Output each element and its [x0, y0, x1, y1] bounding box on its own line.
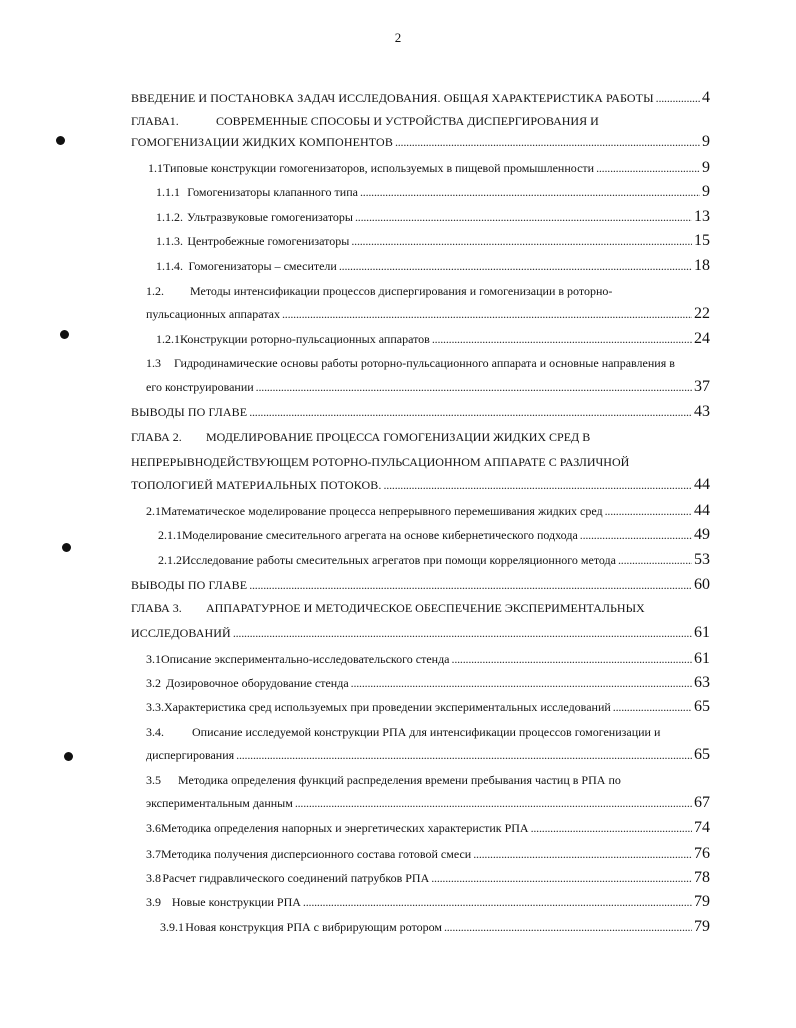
leader-dots — [360, 185, 700, 200]
toc-section-number: 2.1 — [146, 504, 161, 518]
toc-section-number: 1.2.1 — [156, 332, 180, 346]
toc-entry-title: пульсационных аппаратах — [146, 307, 280, 321]
toc-entry-title: его конструировании — [146, 380, 254, 394]
scan-hole-mark — [60, 330, 69, 339]
toc-section-number: 3.5 — [146, 773, 161, 787]
toc-entry-title: Новые конструкции РПА — [171, 895, 301, 909]
scan-hole-mark — [62, 543, 71, 552]
toc-entry-3-2 — [146, 671, 710, 691]
toc-entry-title: Новая конструкция РПА с вибрирующим ротором — [185, 920, 442, 934]
leader-dots — [384, 478, 693, 493]
toc-section-number: 3.3. — [146, 700, 164, 714]
toc-section-number: 2.1.1 — [158, 528, 182, 542]
toc-entry-title: Гомогенизаторы клапанного типа — [187, 185, 358, 199]
toc-entry-3-6 — [146, 816, 710, 836]
toc-entry-3-9 — [146, 890, 710, 910]
chapter-label: ГЛАВА 3. — [131, 601, 182, 615]
toc-entry-3-1 — [146, 647, 710, 667]
toc-entry-title: Расчет гидравлического соединений патрубков РПА — [162, 871, 430, 885]
toc-entry-3-5 — [146, 791, 710, 811]
toc-section-number: 2.1.2 — [158, 553, 182, 567]
leader-dots — [432, 332, 692, 347]
leader-dots — [351, 676, 692, 691]
toc-page-number: 9 — [702, 159, 710, 176]
toc-entry-2-1-1 — [158, 523, 710, 543]
chapter-title-line: МОДЕЛИРОВАНИЕ ПРОЦЕССА ГОМОГЕНИЗАЦИИ ЖИДКИХ СРЕД В — [206, 430, 591, 444]
toc-page-number: 22 — [694, 305, 710, 322]
toc-entry-1-1-3 — [156, 229, 710, 249]
leader-dots — [618, 553, 692, 568]
toc-section-number: 3.8 — [146, 871, 161, 885]
toc-page-number: 76 — [694, 845, 710, 862]
toc-entry-title: ВЫВОДЫ ПО ГЛАВЕ — [131, 578, 248, 592]
leader-dots — [249, 405, 692, 420]
toc-entry-title: Дозировочное оборудование стенда — [166, 676, 349, 690]
toc-page-number: 49 — [694, 526, 710, 543]
toc-entry-title-line: Методика определения функций распределения времени пребывания частиц в РПА по — [178, 773, 621, 787]
toc-page-number: 74 — [694, 819, 710, 836]
toc-page-number: 18 — [694, 257, 710, 274]
toc-entry-title: Моделирование смесительного агрегата на основе кибернетического подхода — [182, 528, 578, 542]
toc-page-number: 44 — [694, 476, 710, 493]
leader-dots — [531, 821, 692, 836]
toc-section-number: 3.7 — [146, 847, 161, 861]
toc-entry-title: ТОПОЛОГИЕЙ МАТЕРИАЛЬНЫХ ПОТОКОВ. — [131, 478, 382, 492]
toc-section-number: 1.1 — [148, 161, 163, 175]
toc-entry-intro — [131, 86, 710, 106]
toc-page-number: 79 — [694, 918, 710, 935]
toc-entry-3-4 — [146, 743, 710, 763]
toc-page-number: 9 — [702, 133, 710, 150]
scan-hole-mark — [56, 136, 65, 145]
toc-entry-2-1 — [146, 499, 710, 519]
toc-entry-title: Характеристика сред используемых при проведении экспериментальных исследований — [164, 700, 611, 714]
toc-entry-title: ГОМОГЕНИЗАЦИИ ЖИДКИХ КОМПОНЕНТОВ — [131, 135, 393, 149]
leader-dots — [473, 847, 692, 862]
toc-section-number: 1.1.4. — [156, 259, 183, 273]
toc-entry-conclusions-2 — [131, 573, 710, 593]
toc-section-number: 3.2 — [146, 676, 161, 690]
toc-page-number: 4 — [702, 89, 710, 106]
toc-page-number: 78 — [694, 869, 710, 886]
toc-entry-chapter-1 — [131, 130, 710, 150]
toc-section-number: 1.1.1 — [156, 185, 180, 199]
toc-page-number: 37 — [694, 378, 710, 395]
toc-entry-3-8 — [146, 866, 710, 886]
toc-entry-title: ВЫВОДЫ ПО ГЛАВЕ — [131, 405, 248, 419]
toc-page-number: 65 — [694, 698, 710, 715]
toc-page-number: 24 — [694, 330, 710, 347]
toc-page-number: 13 — [694, 208, 710, 225]
toc-section-number: 3.1 — [146, 652, 161, 666]
leader-dots — [452, 652, 692, 667]
toc-entry-1-2 — [146, 302, 710, 322]
toc-entry-1-1 — [148, 156, 710, 176]
leader-dots — [339, 259, 692, 274]
toc-entry-title: Исследование работы смесительных агрегатов при помощи корреляционного метода — [182, 553, 616, 567]
toc-entry-2-1-2 — [158, 548, 710, 568]
toc-section-number: 3.9 — [146, 895, 161, 909]
leader-dots — [355, 210, 692, 225]
toc-page-number: 53 — [694, 551, 710, 568]
toc-page-number: 43 — [694, 403, 710, 420]
leader-dots — [596, 161, 700, 176]
leader-dots — [395, 135, 700, 150]
page-number: 2 — [394, 30, 402, 45]
toc-entry-title-line: Гидродинамические основы работы роторно-пульсационного аппарата и основные направления в — [174, 356, 675, 370]
toc-entry-3-9-1 — [160, 915, 710, 935]
leader-dots — [233, 626, 692, 641]
toc-entry-title: Гомогенизаторы – смесители — [188, 259, 337, 273]
toc-entry-title: Конструкции роторно-пульсационных аппаратов — [180, 332, 430, 346]
chapter-title-line: НЕПРЕРЫВНОДЕЙСТВУЮЩЕМ РОТОРНО-ПУЛЬСАЦИОННОМ АППАРАТЕ С РАЗЛИЧНОЙ — [131, 455, 630, 469]
toc-section-number: 1.1.2. — [156, 210, 183, 224]
toc-entry-title: Математическое моделирование процесса непрерывного перемешивания жидких сред — [161, 504, 603, 518]
toc-section-number: 3.4. — [146, 725, 164, 739]
leader-dots — [351, 234, 692, 249]
toc-section-number: 1.2. — [146, 284, 164, 298]
toc-page-number: 61 — [694, 624, 710, 641]
toc-entry-3-3 — [146, 695, 710, 715]
toc-entry-title: экспериментальным данным — [146, 796, 293, 810]
toc-entry-1-3 — [146, 375, 710, 395]
leader-dots — [303, 895, 692, 910]
toc-entry-title: Центробежные гомогенизаторы — [187, 234, 350, 248]
leader-dots — [295, 796, 692, 811]
chapter-title-line: СОВРЕМЕННЫЕ СПОСОБЫ И УСТРОЙСТВА ДИСПЕРГИРОВАНИЯ И — [216, 114, 599, 128]
toc-section-number: 1.3 — [146, 356, 161, 370]
leader-dots — [282, 307, 692, 322]
leader-dots — [605, 504, 692, 519]
scan-hole-mark — [64, 752, 73, 761]
leader-dots — [444, 920, 692, 935]
toc-entry-1-1-4 — [156, 254, 710, 274]
toc-page-number: 67 — [694, 794, 710, 811]
toc-page-number: 44 — [694, 502, 710, 519]
leader-dots — [580, 528, 692, 543]
leader-dots — [256, 380, 692, 395]
toc-entry-title: Описание экспериментально-исследовательского стенда — [161, 652, 450, 666]
toc-page-number: 79 — [694, 893, 710, 910]
chapter-label: ГЛАВА1. — [131, 114, 179, 128]
toc-entry-1-1-2 — [156, 205, 710, 225]
toc-entry-title: Методика определения напорных и энергетических характеристик РПА — [161, 821, 529, 835]
toc-entry-3-7 — [146, 842, 710, 862]
toc-section-number: 3.9.1 — [160, 920, 184, 934]
toc-section-number: 1.1.3. — [156, 234, 183, 248]
leader-dots — [249, 578, 692, 593]
toc-entry-title-line: Описание исследуемой конструкции РПА для интенсификации процессов гомогенизации и — [192, 725, 661, 739]
toc-page-number: 63 — [694, 674, 710, 691]
toc-entry-title-line: Методы интенсификации процессов диспергирования и гомогенизации в роторно- — [190, 284, 613, 298]
toc-section-number: 3.6 — [146, 821, 161, 835]
toc-page-number: 9 — [702, 183, 710, 200]
toc-entry-chapter-2 — [131, 473, 710, 493]
chapter-label: ГЛАВА 2. — [131, 430, 182, 444]
toc-page-number: 15 — [694, 232, 710, 249]
toc-page-number: 60 — [694, 576, 710, 593]
toc-entry-1-2-1 — [156, 327, 710, 347]
toc-entry-chapter-3 — [131, 621, 710, 641]
toc-entry-title: ИССЛЕДОВАНИЙ — [131, 626, 231, 640]
toc-entry-title: Типовые конструкции гомогенизаторов, используемых в пищевой промышленности — [163, 161, 595, 175]
toc-entry-title: Методика получения дисперсионного состава готовой смеси — [161, 847, 472, 861]
leader-dots — [613, 700, 692, 715]
leader-dots — [431, 871, 692, 886]
leader-dots — [236, 748, 692, 763]
leader-dots — [656, 91, 700, 106]
toc-page-number: 61 — [694, 650, 710, 667]
toc-entry-title: ВВЕДЕНИЕ И ПОСТАНОВКА ЗАДАЧ ИССЛЕДОВАНИЯ. ОБЩАЯ ХАРАКТЕРИСТИКА РАБОТЫ — [131, 91, 654, 105]
toc-entry-title: Ультразвуковые гомогенизаторы — [187, 210, 353, 224]
chapter-title-line: АППАРАТУРНОЕ И МЕТОДИЧЕСКОЕ ОБЕСПЕЧЕНИЕ ЭКСПЕРИМЕНТАЛЬНЫХ — [206, 601, 645, 615]
toc-entry-1-1-1 — [156, 180, 710, 200]
toc-page-number: 65 — [694, 746, 710, 763]
toc-entry-title: диспергирования — [146, 748, 235, 762]
toc-entry-conclusions-1 — [131, 400, 710, 420]
